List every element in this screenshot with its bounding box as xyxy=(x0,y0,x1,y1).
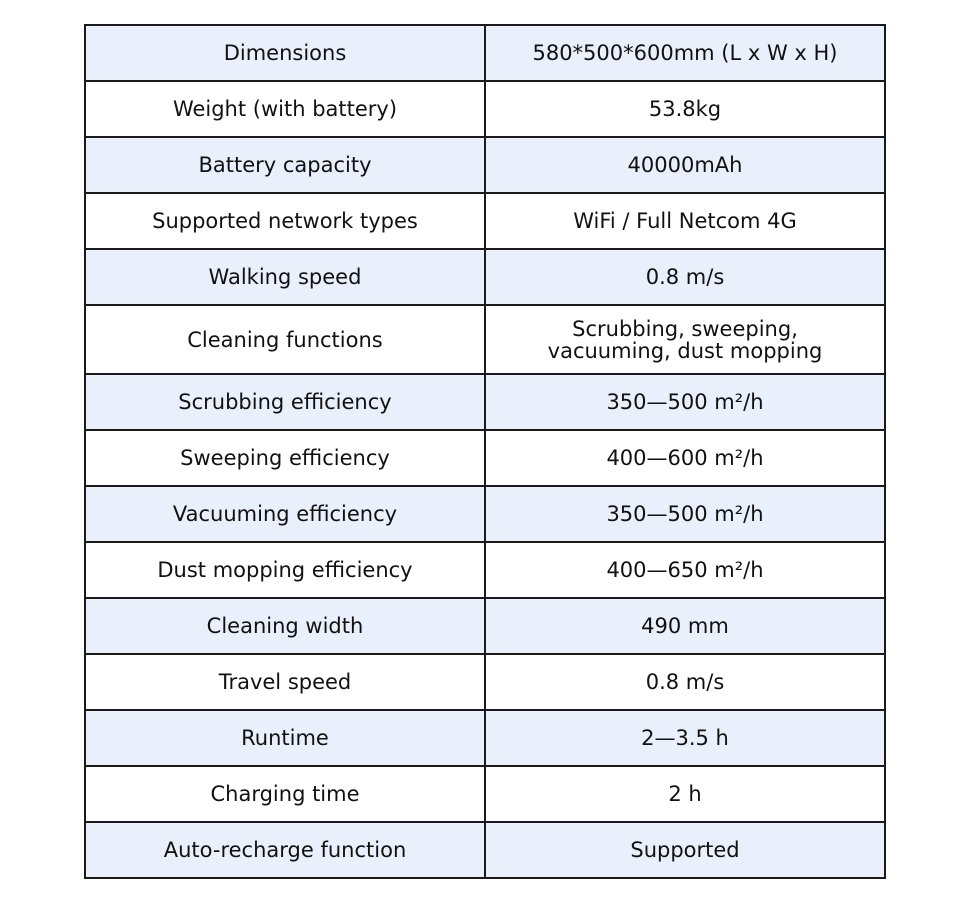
table-row xyxy=(85,193,885,249)
table-row xyxy=(85,766,885,822)
spec-label: Weight (with battery) xyxy=(85,81,485,137)
table-row xyxy=(85,710,885,766)
spec-label: Sweeping efficiency xyxy=(85,430,485,486)
spec-label: Cleaning width xyxy=(85,598,485,654)
table-row xyxy=(85,25,885,81)
spec-value: Supported xyxy=(485,822,885,878)
spec-label: Dimensions xyxy=(85,25,485,81)
spec-value: 40000mAh xyxy=(485,137,885,193)
table-row xyxy=(85,486,885,542)
spec-value: 490 mm xyxy=(485,598,885,654)
table-row xyxy=(85,822,885,878)
spec-label: Supported network types xyxy=(85,193,485,249)
spec-table-body xyxy=(85,25,885,878)
spec-value: 0.8 m/s xyxy=(485,654,885,710)
spec-label: Auto-recharge function xyxy=(85,822,485,878)
spec-value: WiFi / Full Netcom 4G xyxy=(485,193,885,249)
table-row xyxy=(85,598,885,654)
spec-value: 400—600 m²/h xyxy=(485,430,885,486)
spec-label: Scrubbing efficiency xyxy=(85,374,485,430)
table-row xyxy=(85,654,885,710)
spec-label: Battery capacity xyxy=(85,137,485,193)
spec-value: 53.8kg xyxy=(485,81,885,137)
table-row xyxy=(85,249,885,305)
spec-value: 350—500 m²/h xyxy=(485,486,885,542)
table-row xyxy=(85,137,885,193)
spec-value: 0.8 m/s xyxy=(485,249,885,305)
spec-value: 2 h xyxy=(485,766,885,822)
spec-label: Runtime xyxy=(85,710,485,766)
spec-label: Travel speed xyxy=(85,654,485,710)
spec-label: Charging time xyxy=(85,766,485,822)
spec-value: 400—650 m²/h xyxy=(485,542,885,598)
table-row xyxy=(85,81,885,137)
spec-label: Cleaning functions xyxy=(85,305,485,374)
spec-label: Dust mopping efficiency xyxy=(85,542,485,598)
table-row xyxy=(85,374,885,430)
spec-value: 2—3.5 h xyxy=(485,710,885,766)
spec-value: 350—500 m²/h xyxy=(485,374,885,430)
spec-value: 580*500*600mm (L x W x H) xyxy=(485,25,885,81)
spec-value: Scrubbing, sweeping, vacuuming, dust mopping xyxy=(485,305,885,374)
table-row xyxy=(85,430,885,486)
table-row xyxy=(85,542,885,598)
table-row xyxy=(85,305,885,374)
spec-label: Vacuuming efficiency xyxy=(85,486,485,542)
spec-table xyxy=(84,24,886,879)
spec-label: Walking speed xyxy=(85,249,485,305)
